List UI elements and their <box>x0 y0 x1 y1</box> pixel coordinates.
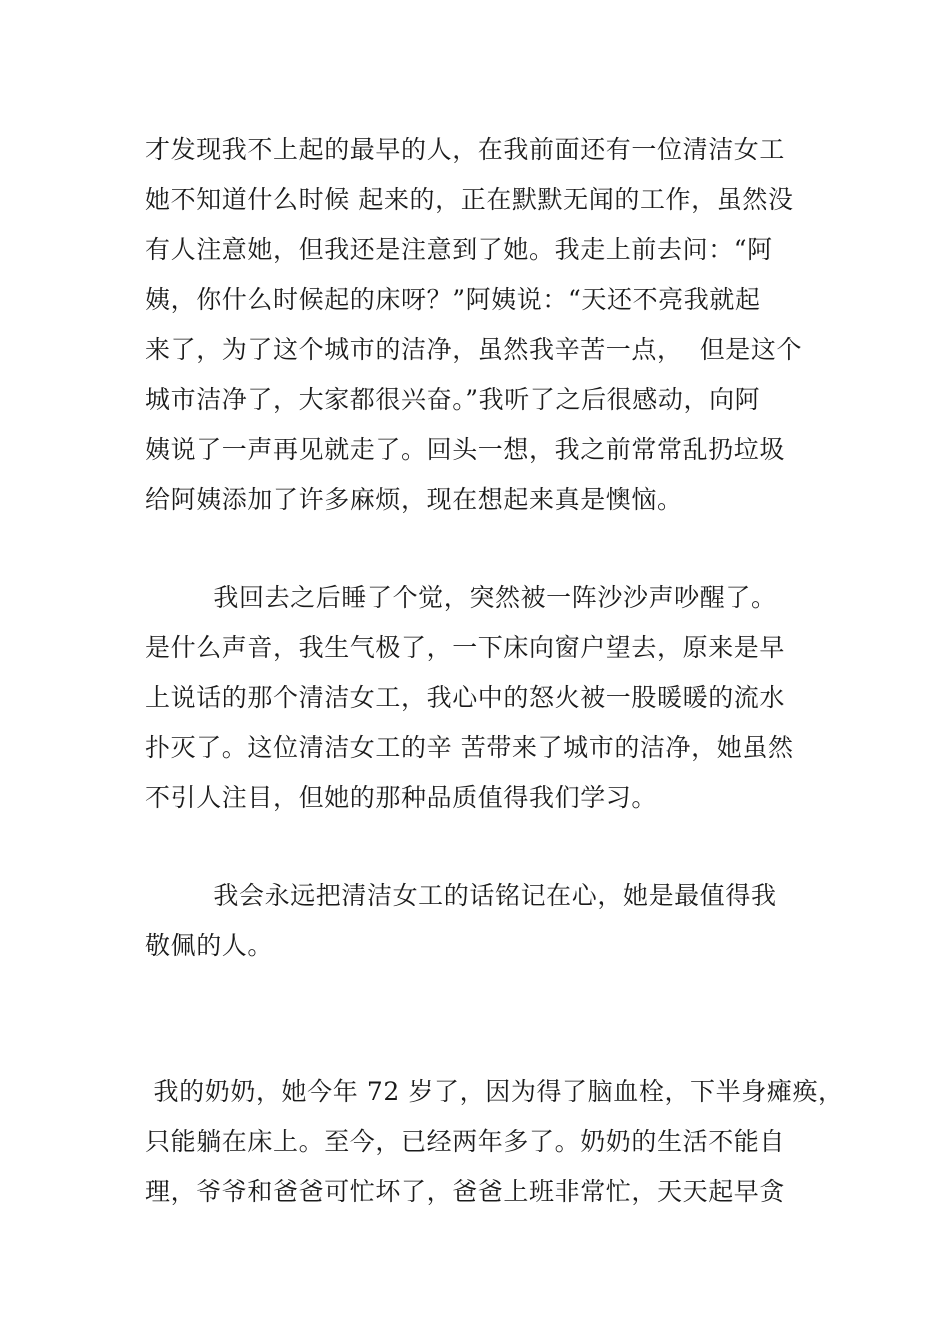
paragraph-1-line-6: 城市洁净了，大家都很兴奋。”我听了之后很感动，向阿 <box>145 385 761 414</box>
paragraph-1-line-3: 有人注意她，但我还是注意到了她。我走上前去问：“阿 <box>145 235 773 264</box>
paragraph-1-line-7: 姨说了一声再见就走了。回头一想，我之前常常乱扔垃圾 <box>145 435 786 464</box>
paragraph-3-line-2: 敬佩的人。 <box>145 931 274 960</box>
paragraph-2-line-2: 是什么声音，我生气极了，一下床向窗户望去，原来是早 <box>145 633 786 662</box>
paragraph-4-line-1: 我的奶奶，她今年 72 岁了，因为得了脑血栓，下半身瘫痪， <box>145 1077 844 1106</box>
paragraph-1-line-5: 来了，为了这个城市的洁净，虽然我辛苦一点， 但是这个 <box>145 335 803 364</box>
paragraph-1-line-4: 姨，你什么时候起的床呀？”阿姨说：“天还不亮我就起 <box>145 285 761 314</box>
paragraph-2-line-4: 扑灭了。这位清洁女工的辛 苦带来了城市的洁净，她虽然 <box>145 733 794 762</box>
paragraph-1-line-8: 给阿姨添加了许多麻烦，现在想起来真是懊恼。 <box>145 485 683 514</box>
paragraph-1-line-1: 才发现我不上起的最早的人，在我前面还有一位清洁女工 <box>145 135 786 164</box>
paragraph-4-line-3: 理，爷爷和爸爸可忙坏了，爸爸上班非常忙，天天起早贪 <box>145 1177 786 1206</box>
paragraph-1-line-2: 她不知道什么时候 起来的，正在默默无闻的工作，虽然没 <box>145 185 794 214</box>
paragraph-3-line-1: 我会永远把清洁女工的话铭记在心，她是最值得我 <box>145 881 777 910</box>
paragraph-4-line-2: 只能躺在床上。至今，已经两年多了。奶奶的生活不能自 <box>145 1127 786 1156</box>
paragraph-2-line-1: 我回去之后睡了个觉，突然被一阵沙沙声吵醒了。 <box>145 583 777 612</box>
paragraph-2-line-5: 不引人注目，但她的那种品质值得我们学习。 <box>145 783 658 812</box>
paragraph-2-line-3: 上说话的那个清洁女工，我心中的怒火被一股暖暖的流水 <box>145 683 786 712</box>
